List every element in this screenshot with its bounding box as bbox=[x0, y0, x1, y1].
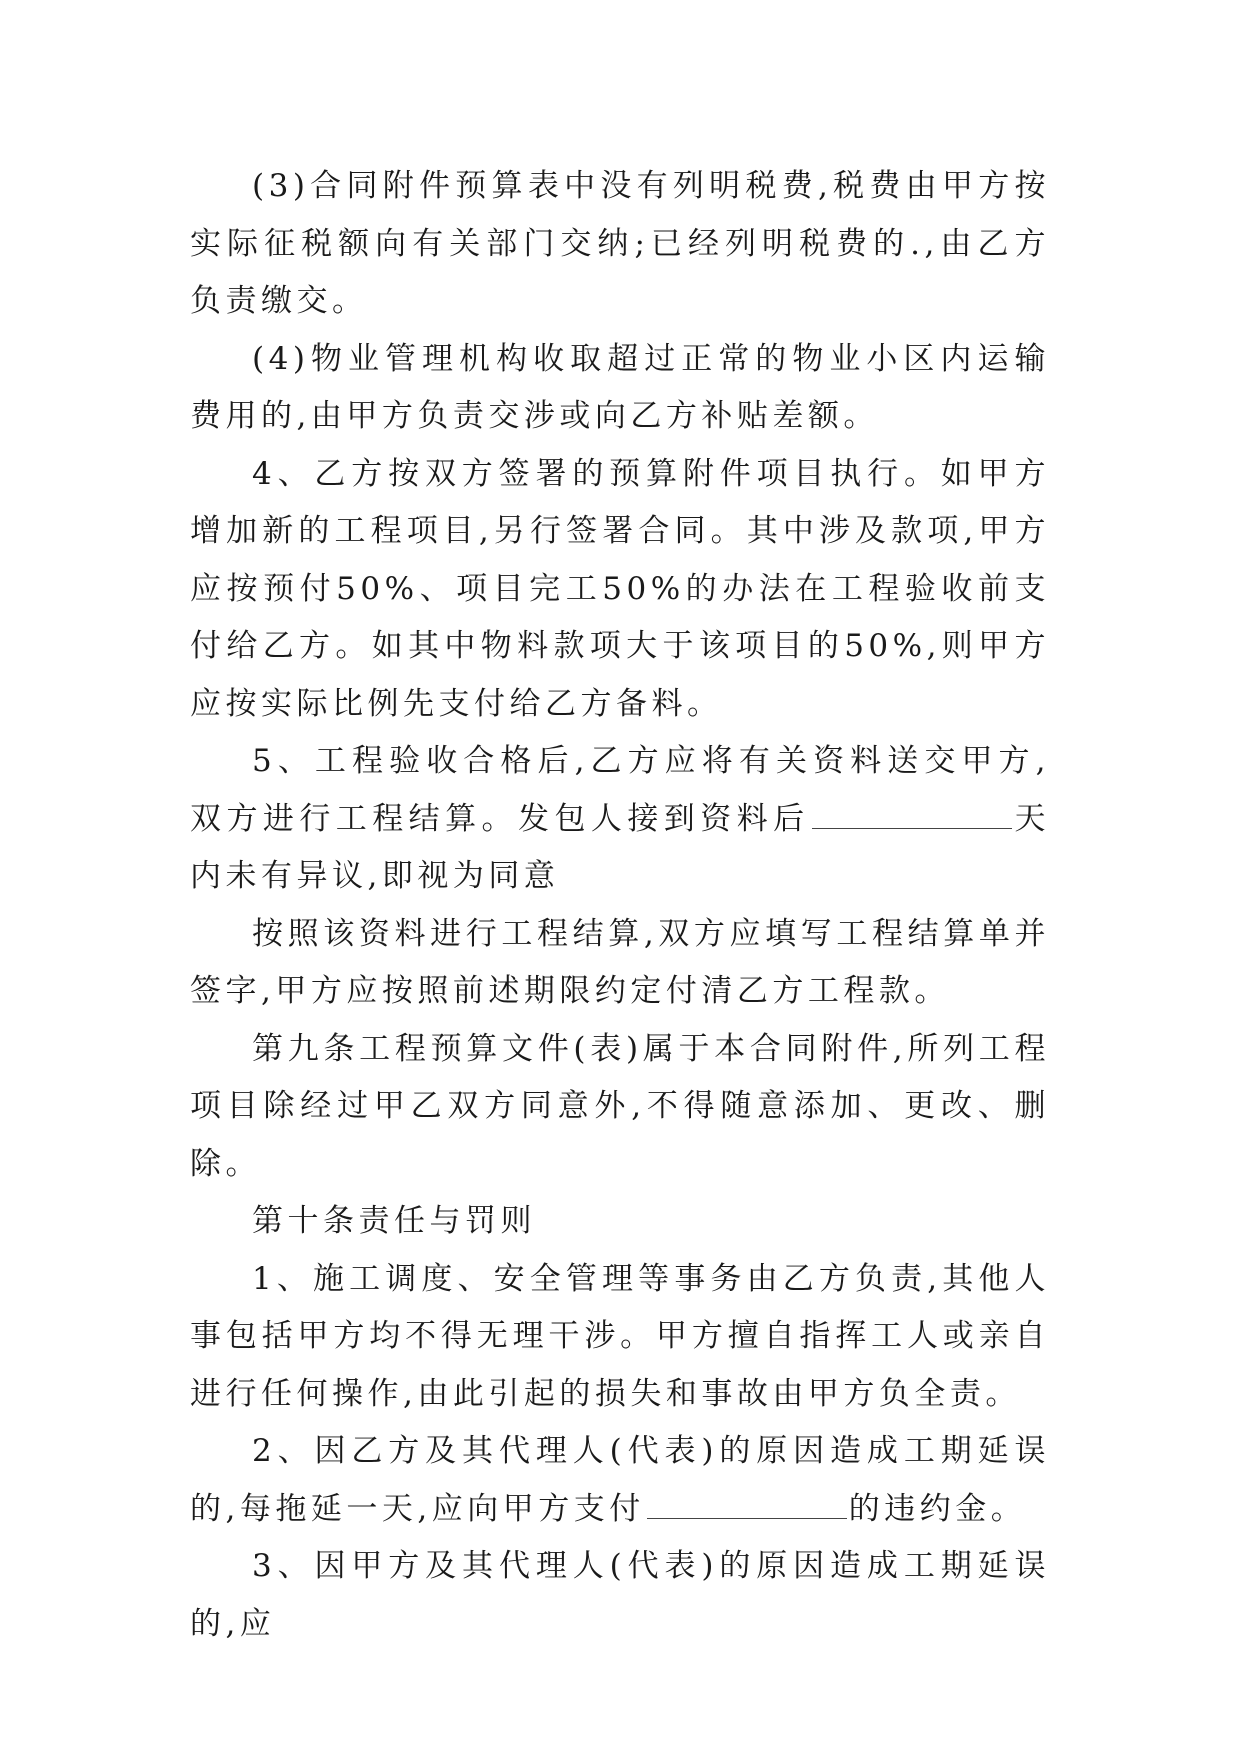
settlement-text-after: 天内未有异议,即视为同意 bbox=[190, 800, 1051, 894]
paragraph-delay-penalty-a: 3、因甲方及其代理人(代表)的原因造成工期延误的,应 bbox=[190, 1548, 1050, 1642]
document-body bbox=[190, 158, 1050, 1653]
settlement-text-before: 5、工程验收合格后,乙方应将有关资料送交甲方,双方进行工程结算。发包人接到资料后 bbox=[190, 743, 1050, 837]
heading-article-ten: 第十条责任与罚则 bbox=[252, 1203, 536, 1239]
paragraph-tax-clause: (3)合同附件预算表中没有列明税费,税费由甲方按实际征税额向有关部门交纳;已经列明税费的.,由乙方负责缴交。 bbox=[190, 168, 1050, 319]
paragraph-settlement-continued: 按照该资料进行工程结算,双方应填写工程结算单并签字,甲方应按照前述期限约定付清乙方工程款。 bbox=[190, 915, 1050, 1009]
penalty-text-after: 的违约金。 bbox=[848, 1490, 1027, 1527]
paragraph-delay-penalty-b bbox=[190, 1423, 1050, 1538]
paragraph-property-fee-clause: (4)物业管理机构收取超过正常的物业小区内运输费用的,由甲方负责交涉或向乙方补贴差额。 bbox=[190, 340, 1050, 434]
paragraph-article-nine: 第九条工程预算文件(表)属于本合同附件,所列工程项目除经过甲乙双方同意外,不得随意添加、更改、删除。 bbox=[190, 1030, 1050, 1182]
paragraph-budget-execution: 4、乙方按双方签署的预算附件项目执行。如甲方增加新的工程项目,另行签署合同。其中涉及款项,甲方应按预付50%、项目完工50%的办法在工程验收前支付给乙方。如其中物料款项大于该项目的50%,则甲方应按实际比例先支付给乙方备料。 bbox=[190, 455, 1050, 722]
paragraph-construction-management: 1、施工调度、安全管理等事务由乙方负责,其他人事包括甲方均不得无理干涉。甲方擅自指挥工人或亲自进行任何操作,由此引起的损失和事故由甲方负全责。 bbox=[190, 1260, 1050, 1412]
days-blank-field bbox=[812, 798, 1012, 829]
penalty-text-before: 2、因乙方及其代理人(代表)的原因造成工期延误的,每拖延一天,应向甲方支付 bbox=[190, 1433, 1050, 1527]
penalty-blank-field bbox=[647, 1488, 847, 1519]
paragraph-settlement bbox=[190, 733, 1050, 906]
